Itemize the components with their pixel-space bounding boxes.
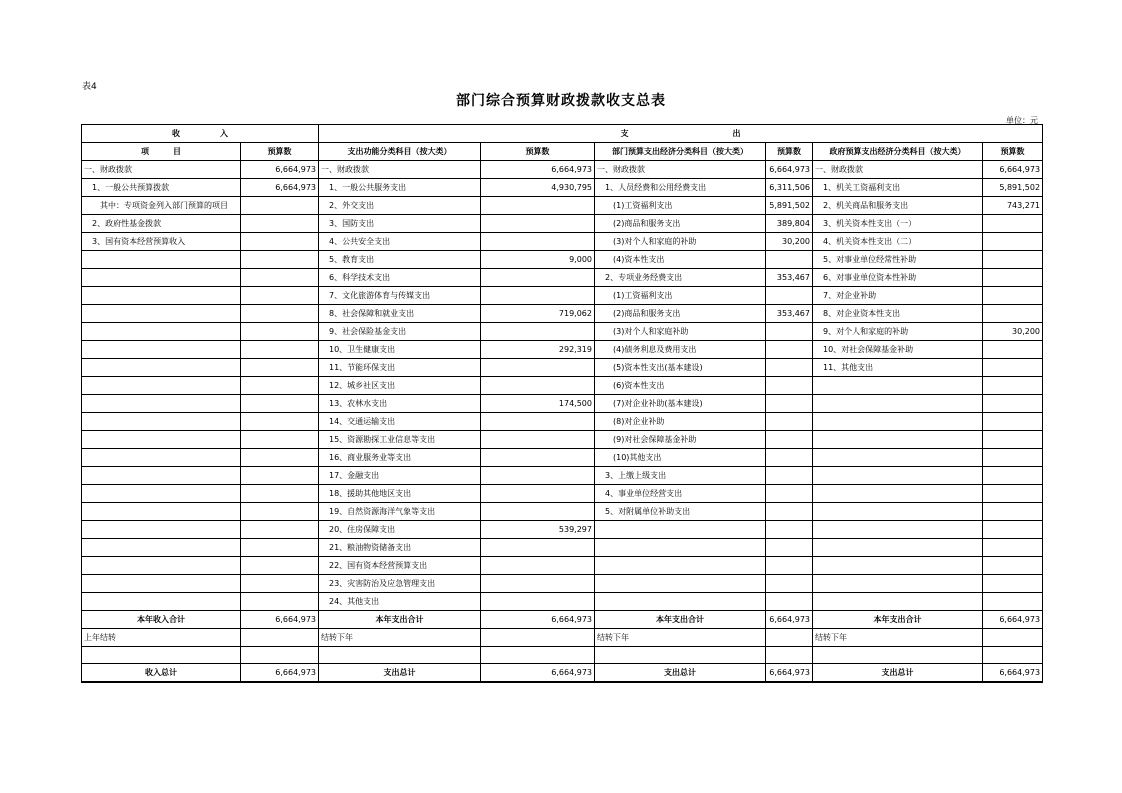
empty-cell	[241, 647, 319, 664]
cell-dept-econ-budget	[766, 251, 813, 269]
cell-func-budget	[481, 197, 595, 215]
cell-gov-econ-item	[813, 485, 983, 503]
table-row	[82, 269, 1043, 287]
cell-gov-econ-item: 1、机关工资福利支出	[813, 179, 983, 197]
cell-dept-econ-item: (2)商品和服务支出	[595, 305, 766, 323]
cell-func-budget: 6,664,973	[481, 664, 595, 683]
cell-income-budget	[241, 557, 319, 575]
table-row	[82, 593, 1043, 611]
cell-dept-econ-budget	[766, 485, 813, 503]
cell-gov-econ-budget	[983, 395, 1043, 413]
cell-func-item: 结转下年	[319, 629, 481, 647]
cell-income-item	[82, 467, 241, 485]
cell-income-item	[82, 593, 241, 611]
cell-income-item: 一、财政拨款	[82, 161, 241, 179]
cell-income-item	[82, 395, 241, 413]
grand-total-row	[82, 664, 1043, 683]
cell-dept-econ-budget	[766, 521, 813, 539]
cell-dept-econ-budget	[766, 413, 813, 431]
cell-gov-econ-budget: 743,271	[983, 197, 1043, 215]
cell-gov-econ-item: 10、对社会保障基金补助	[813, 341, 983, 359]
table-row	[82, 233, 1043, 251]
cell-income-budget	[241, 359, 319, 377]
cell-gov-econ-budget	[983, 431, 1043, 449]
cell-dept-econ-budget: 353,467	[766, 305, 813, 323]
cell-income-item	[82, 503, 241, 521]
cell-gov-econ-budget	[983, 287, 1043, 305]
cell-gov-econ-item: 8、对企业资本性支出	[813, 305, 983, 323]
cell-func-item: 1、一般公共服务支出	[319, 179, 481, 197]
cell-dept-econ-budget	[766, 575, 813, 593]
cell-income-item	[82, 305, 241, 323]
table-row	[82, 557, 1043, 575]
cell-dept-econ-item: 本年支出合计	[595, 611, 766, 629]
cell-gov-econ-item: 支出总计	[813, 664, 983, 683]
col-header-budget: 预算数	[766, 143, 813, 161]
cell-dept-econ-budget	[766, 503, 813, 521]
col-header-budget: 预算数	[983, 143, 1043, 161]
cell-dept-econ-item: (8)对企业补助	[595, 413, 766, 431]
cell-gov-econ-budget	[983, 269, 1043, 287]
cell-gov-econ-item	[813, 431, 983, 449]
cell-dept-econ-budget: 30,200	[766, 233, 813, 251]
cell-income-budget	[241, 575, 319, 593]
cell-func-item: 本年支出合计	[319, 611, 481, 629]
table-row	[82, 197, 1043, 215]
table-row	[82, 575, 1043, 593]
group-header-row	[82, 125, 1043, 143]
empty-cell	[766, 647, 813, 664]
income-group-header: 收 入	[82, 125, 319, 143]
cell-dept-econ-budget	[766, 593, 813, 611]
cell-func-item: 23、灾害防治及应急管理支出	[319, 575, 481, 593]
cell-gov-econ-budget	[983, 593, 1043, 611]
cell-income-budget	[241, 269, 319, 287]
col-header-budget: 预算数	[481, 143, 595, 161]
table-row	[82, 485, 1043, 503]
cell-gov-econ-budget	[983, 539, 1043, 557]
cell-func-item: 18、援助其他地区支出	[319, 485, 481, 503]
cell-gov-econ-item: 3、机关资本性支出（一）	[813, 215, 983, 233]
empty-cell	[82, 647, 241, 664]
cell-dept-econ-budget	[766, 287, 813, 305]
cell-func-budget	[481, 377, 595, 395]
empty-cell	[481, 647, 595, 664]
cell-gov-econ-budget	[983, 215, 1043, 233]
cell-gov-econ-item: 一、财政拨款	[813, 161, 983, 179]
cell-gov-econ-item	[813, 395, 983, 413]
cell-func-budget	[481, 215, 595, 233]
cell-gov-econ-budget	[983, 377, 1043, 395]
cell-gov-econ-item: 9、对个人和家庭的补助	[813, 323, 983, 341]
cell-dept-econ-budget	[766, 431, 813, 449]
table-row	[82, 377, 1043, 395]
table-row	[82, 161, 1043, 179]
cell-func-item: 17、金融支出	[319, 467, 481, 485]
cell-func-item: 13、农林水支出	[319, 395, 481, 413]
table-row	[82, 467, 1043, 485]
cell-income-budget	[241, 233, 319, 251]
cell-income-item: 3、国有资本经营预算收入	[82, 233, 241, 251]
table-row	[82, 305, 1043, 323]
cell-dept-econ-item: (2)商品和服务支出	[595, 215, 766, 233]
cell-func-item: 19、自然资源海洋气象等支出	[319, 503, 481, 521]
cell-income-budget: 6,664,973	[241, 161, 319, 179]
cell-gov-econ-item: 结转下年	[813, 629, 983, 647]
cell-gov-econ-budget	[983, 521, 1043, 539]
cell-dept-econ-item	[595, 593, 766, 611]
cell-gov-econ-item: 11、其他支出	[813, 359, 983, 377]
cell-dept-econ-item	[595, 539, 766, 557]
cell-gov-econ-budget: 6,664,973	[983, 664, 1043, 683]
annual-total-row	[82, 611, 1043, 629]
cell-gov-econ-item	[813, 539, 983, 557]
col-header-dept-econ-class: 部门预算支出经济分类科目（按大类）	[595, 143, 766, 161]
cell-func-item: 10、卫生健康支出	[319, 341, 481, 359]
cell-dept-econ-item: (1)工资福利支出	[595, 197, 766, 215]
cell-dept-econ-item: (10)其他支出	[595, 449, 766, 467]
cell-func-item: 7、文化旅游体育与传媒支出	[319, 287, 481, 305]
cell-dept-econ-budget: 5,891,502	[766, 197, 813, 215]
cell-func-item: 14、交通运输支出	[319, 413, 481, 431]
cell-dept-econ-item: 3、上缴上级支出	[595, 467, 766, 485]
column-header-row	[82, 143, 1043, 161]
cell-func-item: 4、公共安全支出	[319, 233, 481, 251]
cell-income-budget	[241, 467, 319, 485]
cell-dept-econ-budget: 6,664,973	[766, 161, 813, 179]
cell-income-item	[82, 557, 241, 575]
table-row	[82, 251, 1043, 269]
cell-gov-econ-item: 4、机关资本性支出（二）	[813, 233, 983, 251]
cell-func-budget: 4,930,795	[481, 179, 595, 197]
cell-dept-econ-item	[595, 575, 766, 593]
cell-dept-econ-item: (5)资本性支出(基本建设)	[595, 359, 766, 377]
cell-income-budget	[241, 431, 319, 449]
cell-func-item: 20、住房保障支出	[319, 521, 481, 539]
cell-gov-econ-budget: 30,200	[983, 323, 1043, 341]
cell-income-item	[82, 287, 241, 305]
cell-gov-econ-item	[813, 521, 983, 539]
cell-income-item	[82, 323, 241, 341]
cell-dept-econ-item: (3)对个人和家庭补助	[595, 323, 766, 341]
empty-cell	[319, 647, 481, 664]
cell-func-budget	[481, 467, 595, 485]
table-row	[82, 287, 1043, 305]
cell-func-budget	[481, 287, 595, 305]
table-row	[82, 431, 1043, 449]
cell-income-item	[82, 485, 241, 503]
cell-func-budget	[481, 431, 595, 449]
cell-func-budget: 6,664,973	[481, 611, 595, 629]
cell-gov-econ-item	[813, 593, 983, 611]
cell-gov-econ-budget	[983, 503, 1043, 521]
cell-func-budget	[481, 629, 595, 647]
table-row	[82, 341, 1043, 359]
cell-gov-econ-item	[813, 557, 983, 575]
cell-dept-econ-budget	[766, 323, 813, 341]
budget-summary-table	[81, 124, 1043, 683]
cell-income-budget	[241, 449, 319, 467]
cell-gov-econ-item: 6、对事业单位资本性补助	[813, 269, 983, 287]
table-row	[82, 521, 1043, 539]
cell-gov-econ-budget: 5,891,502	[983, 179, 1043, 197]
cell-income-item	[82, 377, 241, 395]
cell-income-budget	[241, 521, 319, 539]
cell-dept-econ-budget	[766, 449, 813, 467]
cell-func-item: 6、科学技术支出	[319, 269, 481, 287]
cell-gov-econ-budget	[983, 557, 1043, 575]
cell-gov-econ-budget	[983, 449, 1043, 467]
cell-dept-econ-budget	[766, 629, 813, 647]
cell-income-item: 本年收入合计	[82, 611, 241, 629]
cell-dept-econ-budget	[766, 557, 813, 575]
col-header-gov-econ-class: 政府预算支出经济分类科目（按大类）	[813, 143, 983, 161]
cell-income-budget	[241, 197, 319, 215]
cell-income-item: 其中：专项资金列入部门预算的项目	[82, 197, 241, 215]
cell-func-item: 24、其他支出	[319, 593, 481, 611]
cell-income-budget	[241, 539, 319, 557]
cell-gov-econ-budget: 6,664,973	[983, 161, 1043, 179]
cell-dept-econ-budget: 6,311,506	[766, 179, 813, 197]
cell-income-budget	[241, 287, 319, 305]
unit-label: 单位：元	[1006, 116, 1038, 125]
cell-dept-econ-budget	[766, 377, 813, 395]
cell-func-item: 16、商业服务业等支出	[319, 449, 481, 467]
cell-income-item: 收入总计	[82, 664, 241, 683]
cell-gov-econ-item	[813, 467, 983, 485]
page-title: 部门综合预算财政拨款收支总表	[456, 93, 666, 109]
cell-dept-econ-item: (4)债务利息及费用支出	[595, 341, 766, 359]
cell-func-item: 支出总计	[319, 664, 481, 683]
cell-func-budget	[481, 575, 595, 593]
table-row	[82, 179, 1043, 197]
cell-func-budget	[481, 359, 595, 377]
cell-func-item: 11、节能环保支出	[319, 359, 481, 377]
cell-dept-econ-item: (1)工资福利支出	[595, 287, 766, 305]
cell-dept-econ-item	[595, 557, 766, 575]
col-header-item: 项 目	[82, 143, 241, 161]
cell-gov-econ-budget	[983, 467, 1043, 485]
cell-func-budget	[481, 449, 595, 467]
cell-gov-econ-item	[813, 449, 983, 467]
cell-func-budget	[481, 413, 595, 431]
cell-income-item	[82, 575, 241, 593]
cell-dept-econ-budget	[766, 359, 813, 377]
table-number-label: 表4	[82, 82, 97, 92]
cell-income-budget	[241, 251, 319, 269]
cell-income-budget	[241, 305, 319, 323]
cell-dept-econ-item: (9)对社会保障基金补助	[595, 431, 766, 449]
cell-func-item: 21、粮油物资储备支出	[319, 539, 481, 557]
cell-gov-econ-budget	[983, 233, 1043, 251]
cell-dept-econ-item: 5、对附属单位补助支出	[595, 503, 766, 521]
cell-income-item	[82, 413, 241, 431]
cell-dept-econ-item: (7)对企业补助(基本建设)	[595, 395, 766, 413]
cell-gov-econ-budget	[983, 359, 1043, 377]
cell-gov-econ-item	[813, 575, 983, 593]
empty-cell	[813, 647, 983, 664]
cell-dept-econ-item: 一、财政拨款	[595, 161, 766, 179]
cell-income-item	[82, 539, 241, 557]
table-row	[82, 323, 1043, 341]
cell-func-item: 3、国防支出	[319, 215, 481, 233]
cell-income-item: 1、一般公共预算拨款	[82, 179, 241, 197]
cell-gov-econ-budget	[983, 305, 1043, 323]
cell-gov-econ-budget	[983, 413, 1043, 431]
cell-dept-econ-budget: 6,664,973	[766, 611, 813, 629]
cell-dept-econ-item: 支出总计	[595, 664, 766, 683]
cell-func-budget	[481, 539, 595, 557]
cell-func-budget	[481, 593, 595, 611]
cell-gov-econ-item: 2、机关商品和服务支出	[813, 197, 983, 215]
cell-income-budget	[241, 413, 319, 431]
table-row	[82, 215, 1043, 233]
cell-func-item: 15、资源勘探工业信息等支出	[319, 431, 481, 449]
cell-dept-econ-budget	[766, 395, 813, 413]
cell-income-budget	[241, 323, 319, 341]
empty-cell	[595, 647, 766, 664]
cell-func-item: 22、国有资本经营预算支出	[319, 557, 481, 575]
cell-dept-econ-item: (6)资本性支出	[595, 377, 766, 395]
cell-gov-econ-budget	[983, 575, 1043, 593]
cell-dept-econ-budget	[766, 341, 813, 359]
cell-income-item	[82, 341, 241, 359]
cell-gov-econ-item	[813, 503, 983, 521]
col-header-func-class: 支出功能分类科目（按大类）	[319, 143, 481, 161]
cell-dept-econ-budget: 389,804	[766, 215, 813, 233]
cell-income-budget	[241, 593, 319, 611]
cell-dept-econ-item: 2、专项业务经费支出	[595, 269, 766, 287]
cell-dept-econ-item: 1、人员经费和公用经费支出	[595, 179, 766, 197]
cell-income-budget	[241, 503, 319, 521]
cell-func-item: 一、财政拨款	[319, 161, 481, 179]
cell-func-budget: 539,297	[481, 521, 595, 539]
cell-income-item	[82, 269, 241, 287]
cell-dept-econ-item: (3)对个人和家庭的补助	[595, 233, 766, 251]
cell-dept-econ-item: (4)资本性支出	[595, 251, 766, 269]
cell-income-budget: 6,664,973	[241, 611, 319, 629]
cell-income-item	[82, 449, 241, 467]
cell-gov-econ-budget: 6,664,973	[983, 611, 1043, 629]
cell-income-budget	[241, 341, 319, 359]
cell-dept-econ-budget	[766, 467, 813, 485]
cell-income-item	[82, 359, 241, 377]
cell-income-item	[82, 431, 241, 449]
cell-func-budget	[481, 323, 595, 341]
cell-income-budget	[241, 629, 319, 647]
cell-gov-econ-budget	[983, 341, 1043, 359]
cell-gov-econ-budget	[983, 251, 1043, 269]
cell-income-budget	[241, 215, 319, 233]
cell-func-item: 2、外交支出	[319, 197, 481, 215]
carryover-row	[82, 629, 1043, 647]
cell-func-item: 9、社会保险基金支出	[319, 323, 481, 341]
cell-gov-econ-item	[813, 413, 983, 431]
cell-func-budget	[481, 233, 595, 251]
cell-func-budget	[481, 269, 595, 287]
cell-income-budget	[241, 485, 319, 503]
table-row	[82, 359, 1043, 377]
cell-dept-econ-budget	[766, 539, 813, 557]
cell-func-budget: 9,000	[481, 251, 595, 269]
cell-income-item	[82, 251, 241, 269]
spacer-row	[82, 647, 1043, 664]
cell-gov-econ-item: 7、对企业补助	[813, 287, 983, 305]
cell-func-budget: 292,319	[481, 341, 595, 359]
table-row	[82, 503, 1043, 521]
cell-dept-econ-budget: 353,467	[766, 269, 813, 287]
cell-func-item: 5、教育支出	[319, 251, 481, 269]
cell-dept-econ-budget: 6,664,973	[766, 664, 813, 683]
table-row	[82, 449, 1043, 467]
empty-cell	[983, 647, 1043, 664]
table-row	[82, 539, 1043, 557]
cell-income-budget	[241, 377, 319, 395]
cell-gov-econ-budget	[983, 629, 1043, 647]
cell-gov-econ-item: 本年支出合计	[813, 611, 983, 629]
cell-gov-econ-item	[813, 377, 983, 395]
col-header-budget: 预算数	[241, 143, 319, 161]
cell-func-budget	[481, 557, 595, 575]
cell-dept-econ-item	[595, 521, 766, 539]
cell-gov-econ-budget	[983, 485, 1043, 503]
table-row	[82, 395, 1043, 413]
cell-func-budget	[481, 503, 595, 521]
cell-func-budget: 6,664,973	[481, 161, 595, 179]
cell-func-item: 8、社会保障和就业支出	[319, 305, 481, 323]
cell-func-budget	[481, 485, 595, 503]
cell-income-item	[82, 521, 241, 539]
cell-gov-econ-item: 5、对事业单位经常性补助	[813, 251, 983, 269]
cell-income-item: 2、政府性基金拨款	[82, 215, 241, 233]
cell-income-budget: 6,664,973	[241, 179, 319, 197]
cell-func-budget: 719,062	[481, 305, 595, 323]
cell-dept-econ-item: 4、事业单位经营支出	[595, 485, 766, 503]
cell-func-item: 12、城乡社区支出	[319, 377, 481, 395]
cell-dept-econ-item: 结转下年	[595, 629, 766, 647]
cell-income-item: 上年结转	[82, 629, 241, 647]
expense-group-header: 支 出	[319, 125, 1043, 143]
cell-income-budget	[241, 395, 319, 413]
cell-income-budget: 6,664,973	[241, 664, 319, 683]
cell-func-budget: 174,500	[481, 395, 595, 413]
table-row	[82, 413, 1043, 431]
